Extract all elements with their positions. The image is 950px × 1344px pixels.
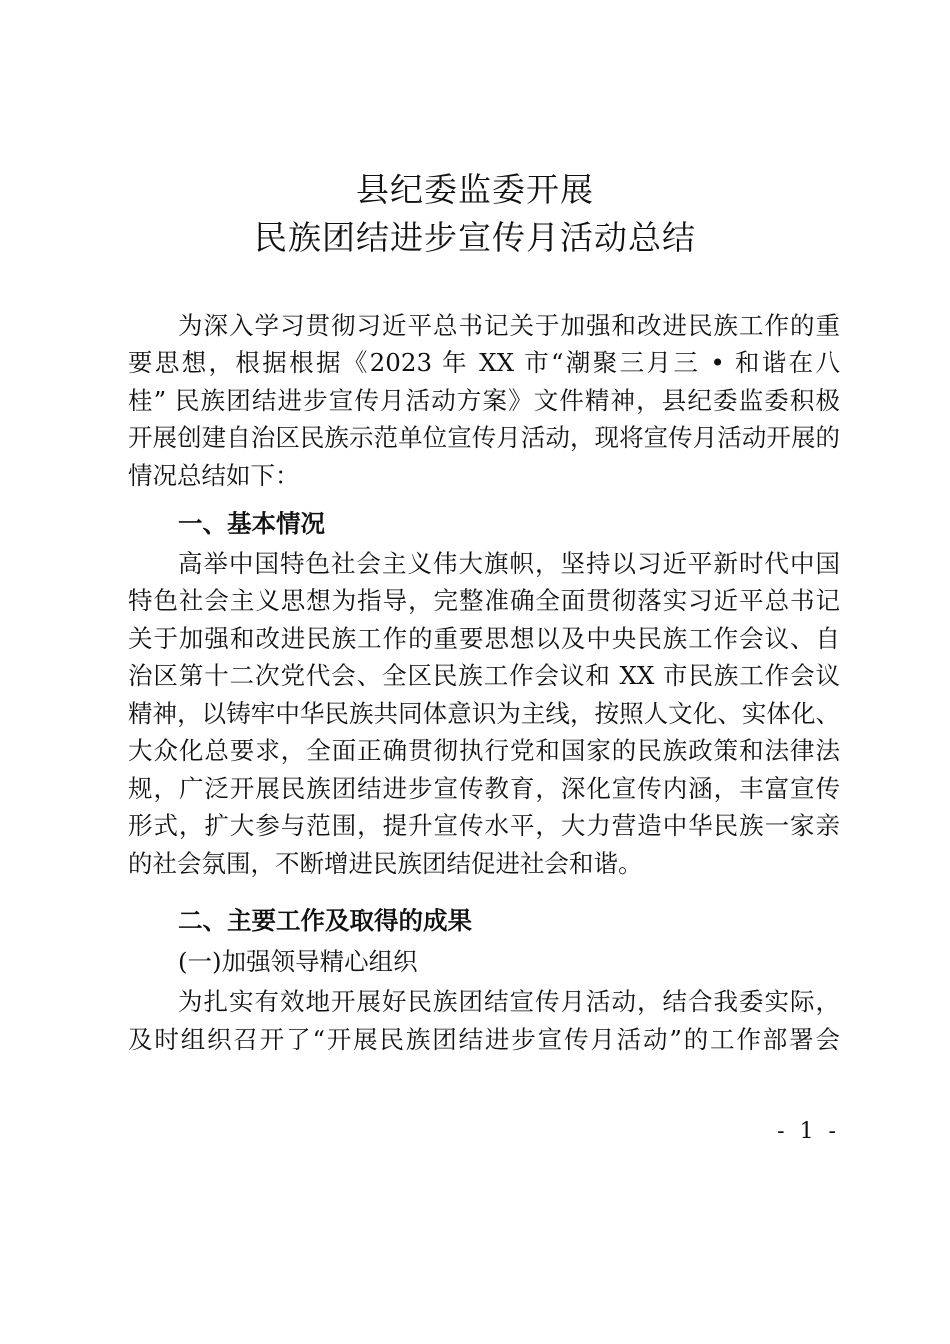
intro-line: 情况总结如下： (128, 461, 300, 490)
section1-line: 治区第十二次党代会、全区民族工作会议和 XX 市民族工作会议 (128, 661, 840, 690)
intro-line: 桂” 民族团结进步宣传月活动方案》文件精神，县纪委监委积极 (128, 386, 840, 415)
section1-line: 的社会氛围，不断增进民族团结促进社会和谐。 (128, 849, 643, 878)
intro-line: 开展创建自治区民族示范单位宣传月活动，现将宣传月活动开展的 (128, 423, 840, 452)
section2-line: 及时组织召开了“开展民族团结进步宣传月活动”的工作部署会 (128, 1025, 840, 1054)
section-heading-basic-situation: 一、基本情况 (178, 509, 325, 538)
section1-line: 大众化总要求，全面正确贯彻执行党和国家的民族政策和法律法 (128, 736, 840, 765)
section1-line: 关于加强和改进民族工作的重要思想以及中央民族工作会议、自 (128, 624, 840, 653)
document-title-line-1: 县纪委监委开展 (356, 170, 594, 209)
section2-line: 为扎实有效地开展好民族团结宣传月活动，结合我委实际， (178, 987, 840, 1016)
intro-line: 为深入学习贯彻习近平总书记关于加强和改进民族工作的重 (178, 311, 840, 340)
document-title-line-2: 民族团结进步宣传月活动总结 (254, 218, 696, 257)
subsection-heading-leadership: (一)加强领导精心组织 (178, 947, 418, 976)
page-number: - 1 - (777, 1119, 840, 1144)
section-heading-main-work: 二、主要工作及取得的成果 (178, 906, 472, 935)
section1-line: 规，广泛开展民族团结进步宣传教育，深化宣传内涵，丰富宣传 (128, 774, 840, 803)
section1-line: 精神，以铸牢中华民族共同体意识为主线，按照人文化、实体化、 (128, 699, 840, 728)
intro-line: 要思想，根据根据《2023 年 XX 市“潮聚三月三 • 和谐在八 (128, 348, 840, 377)
section1-line: 形式，扩大参与范围，提升宣传水平，大力营造中华民族一家亲 (128, 811, 840, 840)
section1-line: 特色社会主义思想为指导，完整准确全面贯彻落实习近平总书记 (128, 586, 840, 615)
section1-line: 高举中国特色社会主义伟大旗帜，坚持以习近平新时代中国 (178, 549, 840, 578)
